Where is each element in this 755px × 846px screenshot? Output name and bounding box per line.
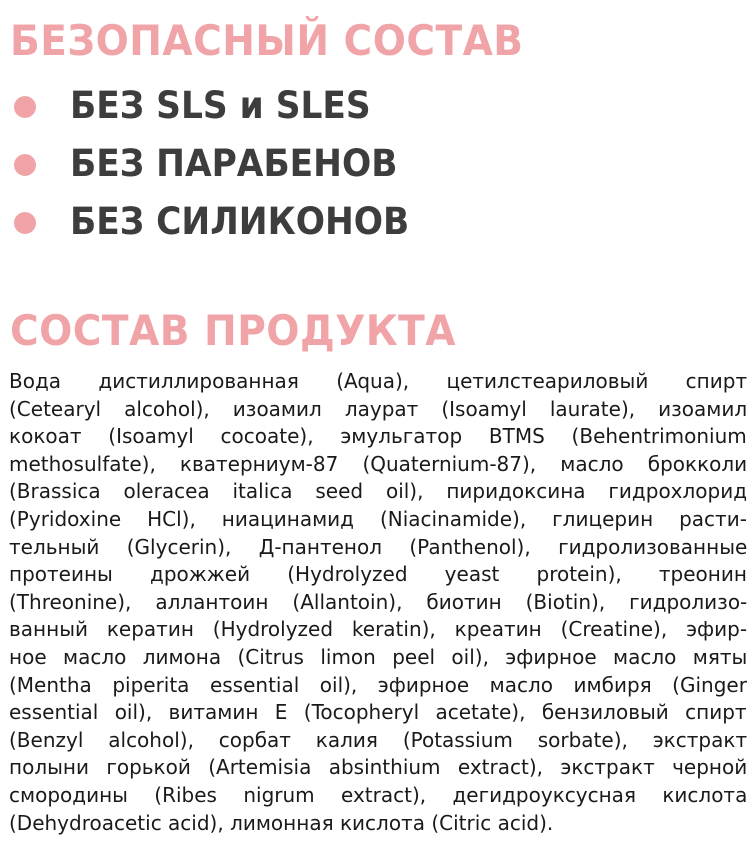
ingredients-line: полыни горькой (Artemisia absinthium extract), экстракт черной: [9, 755, 748, 780]
bullet-dot-icon: [14, 212, 36, 234]
safe-composition-heading: БЕЗОПАСНЫЙ СОСТАВ: [10, 16, 524, 65]
ingredients-line: Вода дистиллированная (Aqua), цетилстеариловый спирт: [9, 369, 748, 393]
ingredients-paragraph: [9, 368, 747, 837]
ingredients-line: кокоат (Isoamyl cocoate), эмульгатор BTMS (Behentrimonium: [9, 424, 747, 449]
bullet-dot-icon: [14, 96, 36, 118]
ingredients-line: (Mentha piperita essential oil), эфирное масло имбиря (Ginger: [9, 672, 747, 697]
ingredients-line: тельный (Glycerin), Д-пантенол (Panthenol), гидролизованные: [9, 534, 748, 559]
list-item-label: БЕЗ СИЛИКОНОВ: [70, 200, 410, 243]
ingredients-line: ванный кератин (Hydrolyzed keratin), креатин (Creatine), эфир-: [9, 617, 748, 642]
list-item-label: БЕЗ ПАРАБЕНОВ: [70, 142, 398, 185]
ingredients-line: (Brassica oleracea italica seed oil), пиридоксина гидрохлорид: [9, 479, 748, 504]
ingredients-line: essential oil), витамин Е (Tocopheryl acetate), бензиловый спирт: [9, 700, 747, 725]
ingredients-line: methosulfate), кватерниум-87 (Quaternium-87), масло брокколи: [9, 451, 748, 476]
bullet-dot-icon: [14, 154, 36, 176]
ingredients-line: протеины дрожжей (Hydrolyzed yeast protein), треонин: [9, 562, 747, 587]
product-composition-heading: СОСТАВ ПРОДУКТА: [10, 306, 456, 355]
ingredients-line: (Benzyl alcohol), сорбат калия (Potassium sorbate), экстракт: [9, 727, 748, 752]
list-item: [0, 200, 755, 252]
ingredients-line: (Threonine), аллантоин (Allantoin), биотин (Biotin), гидролизо-: [9, 589, 748, 614]
list-item-label: БЕЗ SLS и SLES: [70, 84, 371, 127]
ingredients-line: (Pyridoxine HCl), ниацинамид (Niacinamide), глицерин расти-: [9, 506, 747, 531]
ingredients-line: ное масло лимона (Citrus limon peel oil), эфирное масло мяты: [9, 644, 748, 669]
ingredients-line: (Cetearyl alcohol), изоамил лаурат (Isoamyl laurate), изоамил: [9, 396, 748, 421]
list-item: [0, 84, 755, 136]
ingredients-line: (Dehydroacetic acid), лимонная кислота (Citric acid).: [9, 810, 554, 835]
ingredients-line: смородины (Ribes nigrum extract), дегидроуксусная кислота: [9, 782, 748, 807]
list-item: [0, 142, 755, 194]
